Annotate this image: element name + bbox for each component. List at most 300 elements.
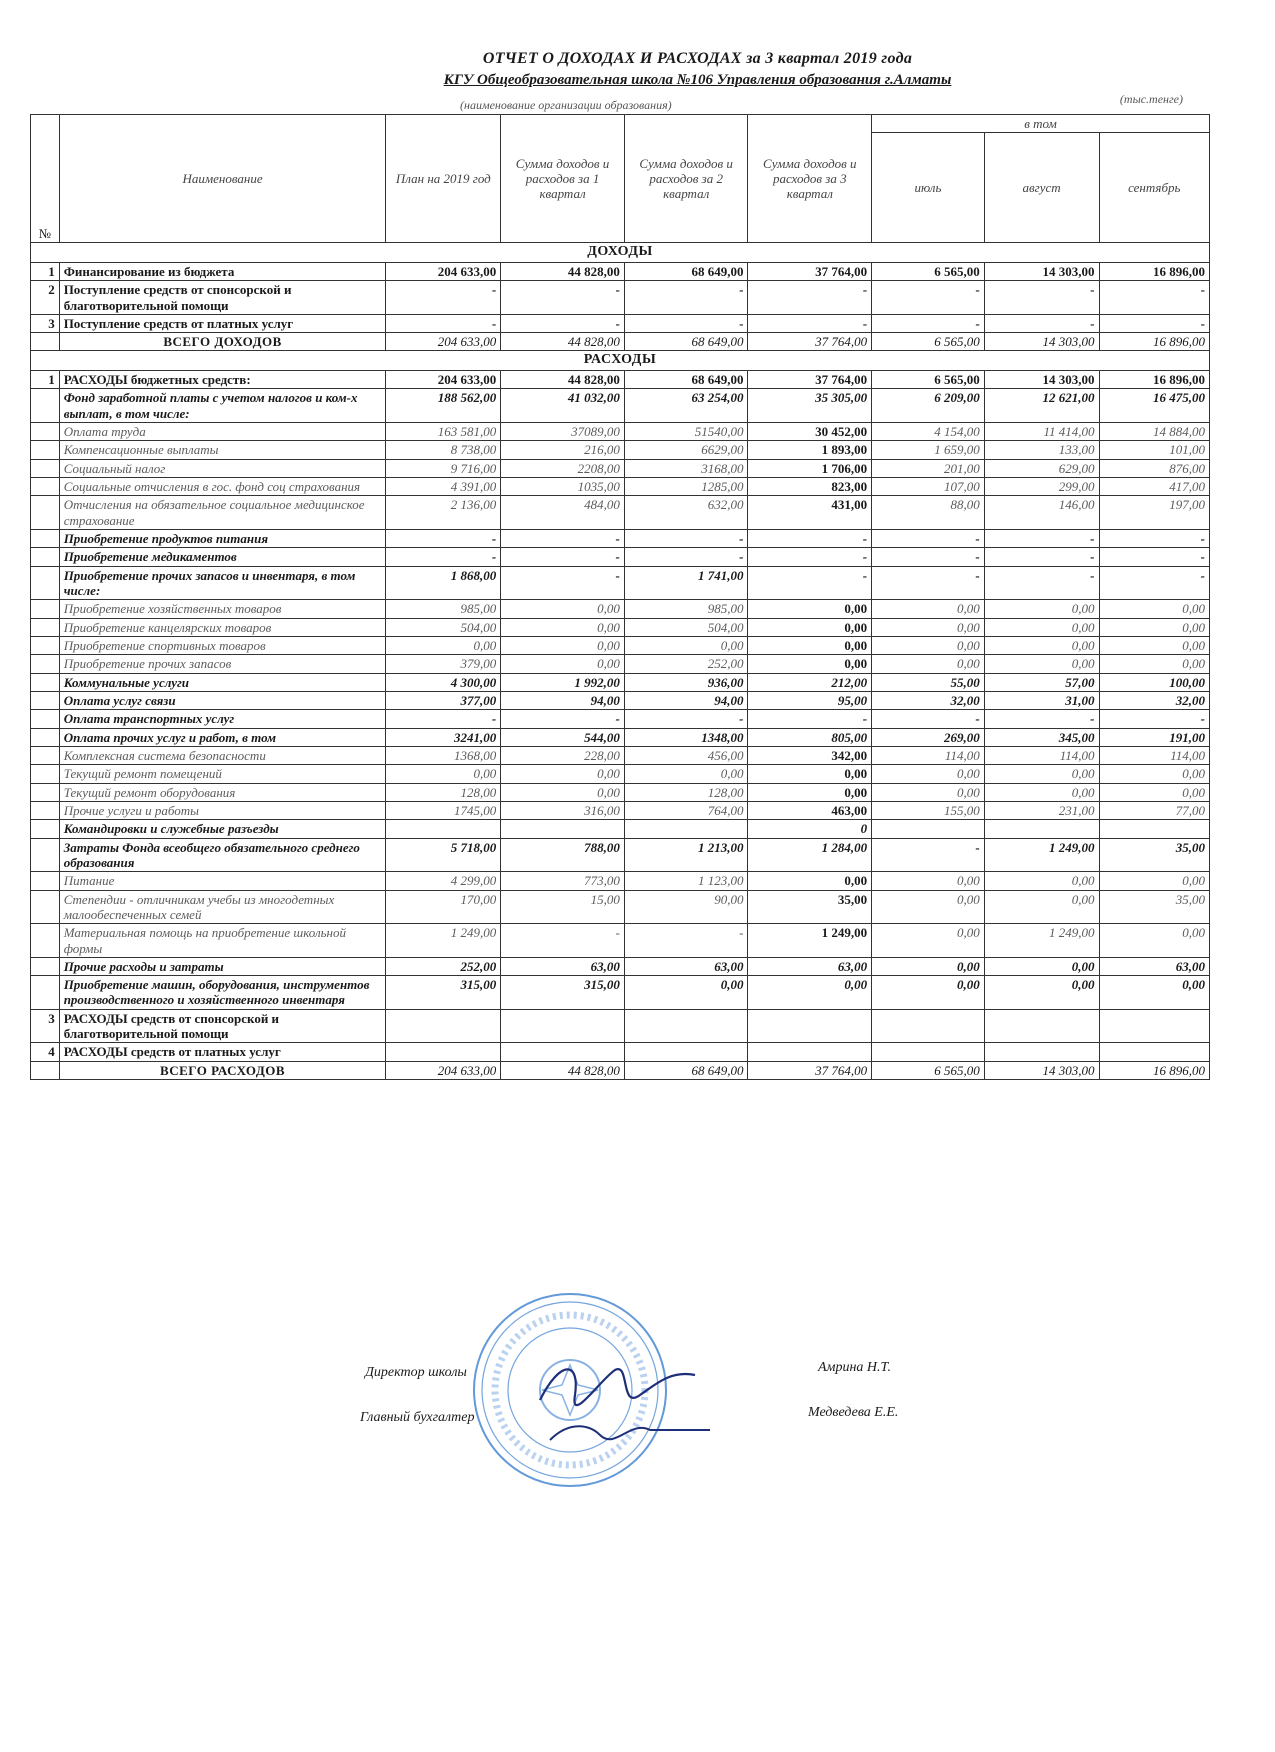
section-income [31,243,1210,263]
cell-q3: 0,00 [748,618,872,636]
cell-m1: 0,00 [872,600,985,618]
cell-q1: 0,00 [501,636,625,654]
row-index [31,441,60,459]
cell-m1: 0,00 [872,924,985,958]
cell-m1: - [872,314,985,332]
row-index [31,976,60,1010]
cell-m2: 31,00 [984,691,1099,709]
cell-q3: 0,00 [748,636,872,654]
cell-q3: - [748,314,872,332]
table-row [31,566,1210,600]
row-name: Поступление средств от платных услуг [59,314,386,332]
cell-q2: 90,00 [624,890,748,924]
row-index [31,872,60,890]
report-body [31,243,1210,1080]
table-row [31,872,1210,890]
row-name: ВСЕГО ДОХОДОВ [59,333,386,351]
cell-m2: 14 303,00 [984,371,1099,389]
cell-q3 [748,1009,872,1043]
cell-q2: 252,00 [624,655,748,673]
cell-q2: 1 213,00 [624,838,748,872]
cell-m1: 0,00 [872,783,985,801]
row-name: Приобретение медикаментов [59,548,386,566]
cell-q2: 128,00 [624,783,748,801]
row-index [31,459,60,477]
row-name: Приобретение прочих запасов и инвентаря, в том числе: [59,566,386,600]
cell-m2: 11 414,00 [984,422,1099,440]
row-index: 1 [31,371,60,389]
cell-m2: 0,00 [984,783,1099,801]
cell-m3: 0,00 [1099,600,1210,618]
cell-m3: 197,00 [1099,496,1210,530]
cell-m1: 6 565,00 [872,262,985,280]
cell-m1: 4 154,00 [872,422,985,440]
row-index: 3 [31,314,60,332]
cell-m1: 0,00 [872,957,985,975]
cell-q2: 0,00 [624,976,748,1010]
cell-m2: 14 303,00 [984,1061,1099,1079]
cell-m1: 201,00 [872,459,985,477]
cell-q1: 1 992,00 [501,673,625,691]
cell-m3: 100,00 [1099,673,1210,691]
row-name: Приобретение спортивных товаров [59,636,386,654]
table-row [31,890,1210,924]
signature-marks [520,1340,720,1460]
cell-m3: 0,00 [1099,636,1210,654]
table-row [31,765,1210,783]
cell-m3: 0,00 [1099,783,1210,801]
cell-q3: 212,00 [748,673,872,691]
cell-m3 [1099,1009,1210,1043]
row-name: Приобретение продуктов питания [59,529,386,547]
cell-q3: 35 305,00 [748,389,872,423]
cell-q2: 936,00 [624,673,748,691]
header-m1: июль [872,133,985,243]
cell-m2: - [984,710,1099,728]
header-m2: август [984,133,1099,243]
cell-plan [386,1009,501,1043]
cell-m1 [872,1009,985,1043]
cell-m2: - [984,529,1099,547]
cell-q1: 2208,00 [501,459,625,477]
row-name: Социальный налог [59,459,386,477]
cell-q1: - [501,710,625,728]
cell-q1: 44 828,00 [501,1061,625,1079]
table-row [31,422,1210,440]
cell-q3: 0,00 [748,872,872,890]
cell-m2: 14 303,00 [984,333,1099,351]
table-row [31,281,1210,315]
cell-plan: 252,00 [386,957,501,975]
cell-m1: 88,00 [872,496,985,530]
cell-q1: - [501,281,625,315]
row-index [31,801,60,819]
header-q3: Сумма доходов и расходов за 3 квартал [748,115,872,243]
cell-m3: 16 896,00 [1099,262,1210,280]
cell-q3: 805,00 [748,728,872,746]
row-index [31,333,60,351]
cell-q2: 0,00 [624,765,748,783]
table-row [31,746,1210,764]
cell-m3: 16 475,00 [1099,389,1210,423]
cell-q3: 30 452,00 [748,422,872,440]
cell-q2: 63,00 [624,957,748,975]
cell-q2: 764,00 [624,801,748,819]
cell-plan: 504,00 [386,618,501,636]
cell-q1: - [501,529,625,547]
cell-m1: 0,00 [872,976,985,1010]
cell-m3: 417,00 [1099,477,1210,495]
cell-plan: 4 300,00 [386,673,501,691]
row-name: ВСЕГО РАСХОДОВ [59,1061,386,1079]
cell-m3: 191,00 [1099,728,1210,746]
row-index [31,710,60,728]
cell-q1: 316,00 [501,801,625,819]
cell-q3: 0,00 [748,655,872,673]
cell-q2: 1285,00 [624,477,748,495]
cell-q3: - [748,529,872,547]
table-row [31,389,1210,423]
cell-m2: 299,00 [984,477,1099,495]
cell-q1: 0,00 [501,765,625,783]
cell-m1: 0,00 [872,618,985,636]
row-name: Степендии - отличникам учебы из многодетных малообеспеченных семей [59,890,386,924]
cell-m1: 0,00 [872,872,985,890]
cell-m1: - [872,281,985,315]
row-name: Затраты Фонда всеобщего обязательного среднего образования [59,838,386,872]
cell-q3: 37 764,00 [748,371,872,389]
row-index [31,746,60,764]
row-index [31,477,60,495]
row-name: Коммунальные услуги [59,673,386,691]
row-index [31,389,60,423]
cell-q1: - [501,924,625,958]
cell-q2 [624,1009,748,1043]
cell-q2: 68 649,00 [624,1061,748,1079]
table-row [31,262,1210,280]
cell-m3 [1099,820,1210,838]
report-title: ОТЧЕТ О ДОХОДАХ И РАСХОДАХ за 3 квартал 2019 года [482,50,913,67]
row-name: РАСХОДЫ средств от спонсорской и благотворительной помощи [59,1009,386,1043]
row-name: Прочие расходы и затраты [59,957,386,975]
cell-plan: - [386,281,501,315]
cell-q1: - [501,566,625,600]
cell-q3: 37 764,00 [748,333,872,351]
cell-m2: 114,00 [984,746,1099,764]
cell-m2: - [984,548,1099,566]
row-name: Питание [59,872,386,890]
row-index [31,566,60,600]
cell-m2: 0,00 [984,655,1099,673]
row-index [31,957,60,975]
row-name: Прочие услуги и работы [59,801,386,819]
row-name: Приобретение прочих запасов [59,655,386,673]
table-row [31,529,1210,547]
cell-q3: 823,00 [748,477,872,495]
cell-m3: - [1099,529,1210,547]
cell-m1: - [872,529,985,547]
table-row [31,957,1210,975]
cell-m1: 55,00 [872,673,985,691]
cell-m2: 0,00 [984,872,1099,890]
cell-m3: 35,00 [1099,838,1210,872]
table-row [31,691,1210,709]
report-table [30,114,1210,1080]
cell-q3: - [748,281,872,315]
row-index: 3 [31,1009,60,1043]
row-index: 1 [31,262,60,280]
cell-plan: 4 391,00 [386,477,501,495]
cell-plan: 0,00 [386,765,501,783]
cell-q2: 985,00 [624,600,748,618]
cell-q3: 95,00 [748,691,872,709]
cell-q2: 3168,00 [624,459,748,477]
cell-m1: 155,00 [872,801,985,819]
cell-m3: 77,00 [1099,801,1210,819]
cell-q1: 44 828,00 [501,333,625,351]
row-name: РАСХОДЫ средств от платных услуг [59,1043,386,1061]
cell-m2: 133,00 [984,441,1099,459]
cell-m2: 12 621,00 [984,389,1099,423]
cell-q2: 1348,00 [624,728,748,746]
cell-plan: 315,00 [386,976,501,1010]
cell-q1: - [501,548,625,566]
row-name: Оплата труда [59,422,386,440]
row-index: 2 [31,281,60,315]
table-row [31,728,1210,746]
cell-m3: 0,00 [1099,765,1210,783]
cell-m1: - [872,710,985,728]
row-name: Отчисления на обязательное социальное медицинское страхование [59,496,386,530]
cell-q2 [624,820,748,838]
row-index [31,600,60,618]
cell-q1: 1035,00 [501,477,625,495]
cell-m1: 0,00 [872,765,985,783]
cell-plan: 1 249,00 [386,924,501,958]
row-index: 4 [31,1043,60,1061]
cell-q3: 35,00 [748,890,872,924]
cell-q2: - [624,710,748,728]
cell-plan: 4 299,00 [386,872,501,890]
cell-m3: - [1099,710,1210,728]
cell-q1: 63,00 [501,957,625,975]
cell-q2: 63 254,00 [624,389,748,423]
row-index [31,496,60,530]
cell-m3: 16 896,00 [1099,1061,1210,1079]
cell-q3: 37 764,00 [748,262,872,280]
cell-m2: 1 249,00 [984,838,1099,872]
row-name: Текущий ремонт оборудования [59,783,386,801]
cell-q3: 63,00 [748,957,872,975]
table-row [31,441,1210,459]
header-name: Наименование [59,115,386,243]
cell-m1: 269,00 [872,728,985,746]
cell-m1: 6 565,00 [872,1061,985,1079]
cell-m1: 0,00 [872,890,985,924]
cell-q1: 0,00 [501,600,625,618]
cell-m2 [984,1009,1099,1043]
table-row [31,783,1210,801]
cell-m2: 0,00 [984,976,1099,1010]
cell-m3: 114,00 [1099,746,1210,764]
cell-q1: 544,00 [501,728,625,746]
cell-q2: - [624,924,748,958]
row-name: Командировки и служебные разъезды [59,820,386,838]
row-name: Текущий ремонт помещений [59,765,386,783]
cell-m2: 57,00 [984,673,1099,691]
cell-q2: 68 649,00 [624,371,748,389]
cell-q1: 0,00 [501,783,625,801]
cell-q1 [501,1009,625,1043]
cell-m3: 63,00 [1099,957,1210,975]
row-index [31,655,60,673]
table-row [31,548,1210,566]
cell-m1: 6 209,00 [872,389,985,423]
cell-q2: - [624,529,748,547]
cell-q3: 431,00 [748,496,872,530]
cell-q1: 216,00 [501,441,625,459]
cell-q1: 94,00 [501,691,625,709]
table-row [31,820,1210,838]
row-index [31,636,60,654]
cell-m3: 0,00 [1099,924,1210,958]
cell-q2: 1 741,00 [624,566,748,600]
cell-m3: - [1099,314,1210,332]
cell-plan: 9 716,00 [386,459,501,477]
cell-plan [386,820,501,838]
cell-q1: 315,00 [501,976,625,1010]
cell-plan: - [386,314,501,332]
cell-plan: 188 562,00 [386,389,501,423]
row-index [31,890,60,924]
cell-m3: 101,00 [1099,441,1210,459]
cell-m3: 0,00 [1099,618,1210,636]
cell-m2: 0,00 [984,618,1099,636]
cell-q3: 1 706,00 [748,459,872,477]
cell-m2: 231,00 [984,801,1099,819]
cell-plan: 204 633,00 [386,1061,501,1079]
cell-q3: - [748,566,872,600]
cell-m2: - [984,566,1099,600]
cell-q3: 342,00 [748,746,872,764]
cell-plan: 1745,00 [386,801,501,819]
cell-m2: 0,00 [984,765,1099,783]
cell-m3: 0,00 [1099,655,1210,673]
organization-caption: (наименование организации образования) [460,98,672,112]
table-row [31,838,1210,872]
cell-m2: 0,00 [984,636,1099,654]
cell-plan: 204 633,00 [386,262,501,280]
table-row [31,1043,1210,1061]
row-name: Приобретение хозяйственных товаров [59,600,386,618]
cell-q2: 68 649,00 [624,262,748,280]
cell-m1: - [872,838,985,872]
table-row [31,924,1210,958]
row-index [31,618,60,636]
row-name: Компенсационные выплаты [59,441,386,459]
cell-q1: 0,00 [501,655,625,673]
row-name: Оплата услуг связи [59,691,386,709]
cell-m3: 876,00 [1099,459,1210,477]
table-row [31,477,1210,495]
cell-m1 [872,1043,985,1061]
row-name: Поступление средств от спонсорской и благотворительной помощи [59,281,386,315]
cell-q1: 44 828,00 [501,262,625,280]
cell-plan: 3241,00 [386,728,501,746]
section-expense-label: РАСХОДЫ [31,351,1210,371]
cell-m1: 32,00 [872,691,985,709]
cell-m2: 0,00 [984,600,1099,618]
cell-q2: 504,00 [624,618,748,636]
cell-m1 [872,820,985,838]
cell-q3: 37 764,00 [748,1061,872,1079]
header-plan: План на 2019 год [386,115,501,243]
cell-m3: - [1099,281,1210,315]
cell-m2: - [984,281,1099,315]
cell-m1: 107,00 [872,477,985,495]
cell-q2: 51540,00 [624,422,748,440]
cell-q2: 6629,00 [624,441,748,459]
table-row [31,600,1210,618]
cell-plan: 128,00 [386,783,501,801]
cell-m1: 0,00 [872,636,985,654]
cell-q1: 484,00 [501,496,625,530]
cell-m3: - [1099,566,1210,600]
row-name: Оплата прочих услуг и работ, в том [59,728,386,746]
row-index [31,1061,60,1079]
row-index [31,548,60,566]
cell-m3: 14 884,00 [1099,422,1210,440]
cell-q2: 94,00 [624,691,748,709]
cell-plan: - [386,710,501,728]
cell-q2: - [624,548,748,566]
cell-plan: - [386,548,501,566]
row-index [31,924,60,958]
cell-q1 [501,820,625,838]
cell-m1: 6 565,00 [872,371,985,389]
cell-q3: 0,00 [748,783,872,801]
cell-q3: 0,00 [748,600,872,618]
row-index [31,820,60,838]
cell-m1: 1 659,00 [872,441,985,459]
cell-q3 [748,1043,872,1061]
cell-m1: - [872,548,985,566]
row-index [31,691,60,709]
row-index [31,673,60,691]
table-row [31,673,1210,691]
header-group: в том [872,115,1210,133]
cell-plan: 2 136,00 [386,496,501,530]
cell-q1: - [501,314,625,332]
cell-plan: 204 633,00 [386,333,501,351]
cell-plan: 5 718,00 [386,838,501,872]
cell-m2: - [984,314,1099,332]
cell-plan: 163 581,00 [386,422,501,440]
cell-m3: - [1099,548,1210,566]
cell-q1 [501,1043,625,1061]
table-row [31,636,1210,654]
header-q1: Сумма доходов и расходов за 1 квартал [501,115,625,243]
cell-m3: 16 896,00 [1099,371,1210,389]
cell-m2: 14 303,00 [984,262,1099,280]
section-expense [31,351,1210,371]
accountant-label: Главный бухгалтер [360,1410,475,1425]
cell-m1: - [872,566,985,600]
table-row [31,459,1210,477]
director-name: Амрина Н.Т. [818,1360,891,1375]
cell-q1: 44 828,00 [501,371,625,389]
cell-q3: 1 249,00 [748,924,872,958]
